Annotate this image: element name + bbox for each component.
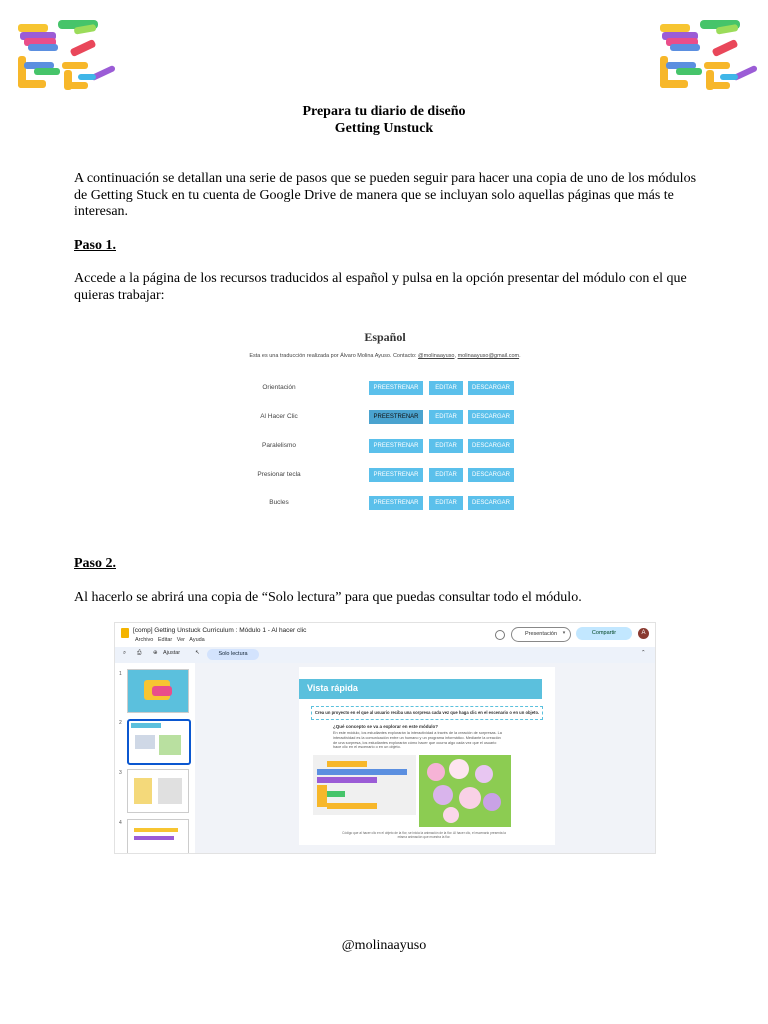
module-name: Paralelismo	[262, 442, 296, 449]
share-button: Compartir	[576, 627, 632, 640]
slide-thumbnail	[127, 819, 189, 854]
chevron-down-icon: ▾	[562, 630, 566, 636]
zoom-icon: ⊕	[153, 650, 158, 656]
module-row	[178, 439, 592, 453]
step2-heading: Paso 2.	[74, 556, 116, 571]
slide-banner: Crea un proyecto en el que al usuario reciba una sorpresa cada vez que haga clic en el escenario o en un objeto.	[311, 706, 543, 720]
thumb-number: 4	[119, 820, 122, 826]
title-line-1: Prepara tu diario de diseño	[302, 104, 466, 119]
slide-canvas	[299, 667, 555, 845]
contact-handle-link[interactable]: @molinaayuso	[418, 353, 455, 359]
module-name: Bucles	[269, 499, 289, 506]
module-row	[178, 496, 592, 510]
readonly-badge: Solo lectura	[207, 649, 259, 660]
cursor-icon: ↖	[195, 650, 200, 656]
edit-button[interactable]: EDITAR	[429, 468, 463, 482]
preview-button[interactable]: PREESTRENAR	[369, 410, 423, 424]
slide-thumbnail-selected	[127, 719, 191, 765]
preview-button[interactable]: PREESTRENAR	[369, 439, 423, 453]
flowers-image	[419, 755, 511, 827]
step2-text: Al hacerlo se abrirá una copia de “Solo lectura” para que puedas consultar todo el módulo.	[74, 590, 582, 605]
slides-thumbnail-panel	[115, 663, 195, 853]
getting-unstuck-logo-left	[14, 18, 118, 94]
slides-menu: Archivo Editar Ver Ayuda	[135, 637, 205, 643]
screenshot-subtitle: Esta es una traducción realizada por Álvaro Molina Ayuso. Contacto: @molinaayuso, molinaayuso@gmail.com.	[249, 353, 521, 359]
present-button: Presentación	[511, 627, 571, 642]
document-title	[0, 103, 768, 137]
subtitle-suffix: .	[519, 353, 521, 359]
screenshot-title: Español	[364, 330, 406, 344]
preview-button[interactable]: PREESTRENAR	[369, 381, 423, 395]
download-button[interactable]: DESCARGAR	[468, 439, 514, 453]
edit-button[interactable]: EDITAR	[429, 381, 463, 395]
edit-button[interactable]: EDITAR	[429, 496, 463, 510]
title-line-2: Getting Unstuck	[334, 121, 434, 136]
download-button[interactable]: DESCARGAR	[468, 381, 514, 395]
module-row	[178, 410, 592, 424]
scratch-code-image	[313, 755, 416, 815]
thumb-number: 2	[119, 720, 122, 726]
intro-paragraph: A continuación se detallan una serie de pasos que se pueden seguir para hacer una copia de uno de los módulos de Getting Stuck en tu cuenta de Google Drive de manera que se incluyan solo aquellas páginas que más te interesan.	[74, 171, 697, 219]
module-row	[178, 381, 592, 395]
step1-text: Accede a la página de los recursos traducidos al español y pulsa en la opción presentar del módulo con el que quieras trabajar:	[74, 271, 687, 303]
subtitle-text: Esta es una traducción realizada por Álvaro Molina Ayuso. Contacto:	[249, 353, 419, 359]
step1-heading: Paso 1.	[74, 238, 116, 253]
slide-text: En este módulo, los estudiantes explorarán la interactividad a través de la creación de sorpresas. La interactividad es la comunicación entre un humano y un programa informático. Mediante la creación de una sorpresa, los estudiantes explorarán cómo hacer que ocurra algo cada vez que el usuario hace clic en el escenario o en un objeto.	[333, 731, 502, 750]
avatar: A	[638, 628, 649, 639]
print-icon: ⎙	[137, 650, 142, 656]
getting-unstuck-logo-right	[656, 18, 760, 94]
download-button[interactable]: DESCARGAR	[468, 468, 514, 482]
slide-title-bar	[299, 679, 542, 699]
edit-button[interactable]: EDITAR	[429, 439, 463, 453]
module-name: Orientación	[262, 384, 296, 391]
footer-handle: @molinaayuso	[341, 938, 427, 953]
zoom-label: Ajustar	[163, 650, 181, 656]
screenshot-spanish-resources	[178, 318, 592, 514]
slides-toolbar	[115, 647, 655, 663]
preview-button[interactable]: PREESTRENAR	[369, 496, 423, 510]
slide-thumbnail	[127, 669, 189, 713]
download-button[interactable]: DESCARGAR	[468, 410, 514, 424]
slides-doc-title: [comp] Getting Unstuck Curriculum : Módulo 1 - Al hacer clic	[133, 627, 307, 634]
thumb-number: 1	[119, 671, 122, 677]
slide-title: Vista rápida	[307, 683, 358, 693]
screenshot-google-slides	[114, 622, 656, 854]
edit-button[interactable]: EDITAR	[429, 410, 463, 424]
module-name: Al Hacer Clic	[260, 413, 298, 420]
thumb-number: 3	[119, 770, 122, 776]
collapse-icon: ⌃	[641, 650, 646, 656]
history-icon	[495, 630, 505, 640]
search-icon: ⌕	[123, 650, 127, 656]
contact-email-link[interactable]: molinaayuso@gmail.com	[457, 353, 520, 359]
download-button[interactable]: DESCARGAR	[468, 496, 514, 510]
slide-thumbnail	[127, 769, 189, 813]
slides-doc-icon	[121, 628, 129, 638]
module-row	[178, 468, 592, 482]
slide-question: ¿Qué concepto se va a explorar en este módulo?	[333, 724, 439, 729]
preview-button[interactable]: PREESTRENAR	[369, 468, 423, 482]
slide-caption: Código que al hacer clic en el objeto de la flor, se inicia la animación de la flor. Al hacer clic, el escenario presenta la misma animación que muestra la flor.	[342, 831, 506, 839]
module-name: Presionar tecla	[257, 471, 301, 478]
